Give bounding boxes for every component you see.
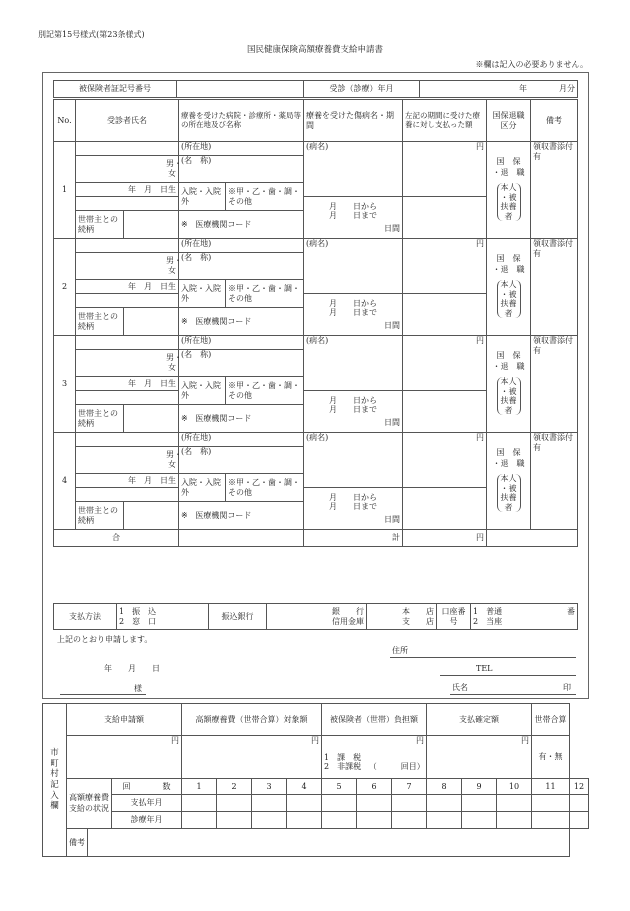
hifuyo-option[interactable]: ・被扶養者 bbox=[500, 192, 517, 221]
relation-label: 世帯主との続柄 bbox=[76, 405, 124, 433]
hospital-name-field[interactable]: (名 称) bbox=[179, 350, 304, 377]
request-amount-label: 支給申請額 bbox=[67, 704, 182, 736]
relation-field[interactable] bbox=[124, 308, 179, 336]
period-days[interactable]: 日間 bbox=[384, 224, 400, 234]
medical-code-field[interactable] bbox=[179, 308, 304, 336]
disease-field[interactable]: (病名) bbox=[304, 336, 403, 391]
honnin-option[interactable]: 本人 bbox=[500, 183, 517, 192]
birth-date-field[interactable]: 年 月 日生 bbox=[76, 183, 179, 197]
taishoku-option[interactable]: ・退 職 bbox=[492, 168, 525, 178]
col-illness: 療養を受けた傷病名・期間 bbox=[304, 100, 403, 142]
patient-name-field[interactable] bbox=[76, 350, 182, 377]
note-text: ※欄は記入の必要ありません。 bbox=[475, 60, 588, 69]
high-cost-field[interactable]: 円 bbox=[182, 736, 322, 779]
medical-code-label: 医療機関コード bbox=[195, 413, 252, 423]
count-2: 2 bbox=[217, 779, 252, 795]
taishoku-option[interactable]: ・退 職 bbox=[492, 265, 525, 275]
patient-name-field[interactable] bbox=[76, 253, 182, 280]
period-field[interactable] bbox=[304, 294, 403, 336]
count-7: 7 bbox=[392, 779, 427, 795]
kokuho-option[interactable]: 国 保 bbox=[496, 254, 521, 264]
burden-label: 被保険者（世帯）負担額 bbox=[322, 704, 427, 736]
apply-statement: 上記のとおり申請します。 bbox=[57, 635, 153, 644]
medical-code-field[interactable] bbox=[179, 502, 304, 530]
period-from[interactable]: 月 日から bbox=[329, 492, 377, 502]
hifuyo-option[interactable]: ・被扶養者 bbox=[500, 483, 517, 512]
honnin-option[interactable]: 本人 bbox=[500, 280, 517, 289]
name-line[interactable] bbox=[450, 694, 576, 695]
count-3: 3 bbox=[252, 779, 287, 795]
address-label: 住所 bbox=[392, 646, 408, 655]
count-5: 5 bbox=[322, 779, 357, 795]
city-remarks-label: 備考 bbox=[67, 829, 88, 857]
period-from[interactable]: 月 日から bbox=[329, 395, 377, 405]
payment-table bbox=[53, 603, 578, 630]
sex-option[interactable]: 男・女 bbox=[166, 256, 182, 275]
period-field[interactable] bbox=[304, 391, 403, 433]
honnin-option[interactable]: 本人 bbox=[500, 377, 517, 386]
insurance-type-field[interactable] bbox=[487, 142, 531, 239]
bank-type-field[interactable] bbox=[267, 604, 367, 630]
insurance-type-field[interactable] bbox=[487, 336, 531, 433]
col-paid: 左記の期間に受けた療養に対し支払った額 bbox=[403, 100, 487, 142]
paid-amount-field[interactable]: 円 bbox=[403, 239, 487, 294]
medical-code-mark: ※ bbox=[181, 316, 188, 326]
birth-date-field[interactable]: 年 月 日生 bbox=[76, 280, 179, 294]
receipt-attached[interactable]: 領収書添付 有 bbox=[531, 433, 578, 530]
visit-month-label-city: 診療年月 bbox=[112, 812, 182, 829]
period-days[interactable]: 日間 bbox=[384, 321, 400, 331]
count-4: 4 bbox=[287, 779, 322, 795]
medical-code-field[interactable] bbox=[179, 211, 304, 239]
tel-label: TEL bbox=[476, 664, 493, 673]
hospital-name-field[interactable]: (名 称) bbox=[179, 253, 304, 280]
claim-row bbox=[54, 239, 578, 253]
count-8: 8 bbox=[427, 779, 462, 795]
inpatient-option[interactable]: 入院・入院 外 bbox=[179, 183, 226, 211]
sama-label: 様 bbox=[134, 684, 142, 693]
patient-name-kana-field[interactable] bbox=[76, 336, 179, 350]
kokuho-option[interactable]: 国 保 bbox=[496, 351, 521, 361]
hospital-address-label: (所在地) bbox=[179, 433, 304, 447]
bank-label: 銀 行 bbox=[332, 607, 364, 617]
period-to[interactable]: 月 日まで bbox=[329, 307, 377, 317]
medical-code-label: 医療機関コード bbox=[195, 316, 252, 326]
relation-label: 世帯主との続柄 bbox=[76, 502, 124, 530]
burden-field[interactable]: 円 1 課 税 2 非課税 （ 回目） bbox=[322, 736, 427, 779]
disease-field[interactable]: (病名) bbox=[304, 142, 403, 197]
total-label: 合 bbox=[54, 530, 179, 547]
payment-method-options[interactable] bbox=[117, 604, 209, 630]
addressee-line[interactable] bbox=[60, 694, 146, 695]
city-side-label: 市 町 村 記 入 欄 bbox=[43, 704, 67, 857]
name-label: 氏名 bbox=[452, 683, 468, 692]
period-to[interactable]: 月 日まで bbox=[329, 210, 377, 220]
inpatient-option[interactable]: 入院・入院 外 bbox=[179, 474, 226, 502]
col-no: No. bbox=[54, 100, 76, 142]
period-field[interactable] bbox=[304, 488, 403, 530]
disease-field[interactable]: (病名) bbox=[304, 433, 403, 488]
city-use-table bbox=[42, 703, 589, 857]
category-option[interactable]: ※甲・乙・歯・調・その他 bbox=[226, 474, 304, 502]
period-to[interactable]: 月 日まで bbox=[329, 501, 377, 511]
relation-field[interactable] bbox=[124, 211, 179, 239]
birth-date-field[interactable]: 年 月 日生 bbox=[76, 377, 179, 391]
hospital-address-label: (所在地) bbox=[179, 142, 304, 156]
col-insurance-type: 国保退職区分 bbox=[487, 100, 531, 142]
shinkin-label: 信用金庫 bbox=[332, 616, 364, 626]
claim-table bbox=[53, 99, 581, 547]
patient-name-field[interactable] bbox=[76, 447, 182, 474]
count-11: 11 bbox=[532, 779, 570, 795]
relation-label: 世帯主との続柄 bbox=[76, 308, 124, 336]
count-1: 1 bbox=[182, 779, 217, 795]
count-6: 6 bbox=[357, 779, 392, 795]
seal-mark: 印 bbox=[563, 683, 571, 692]
form-title: 国民健康保険高額療養費支給申請書 bbox=[246, 45, 383, 55]
payment-method-label: 支払方法 bbox=[54, 604, 117, 630]
city-remarks-field[interactable] bbox=[88, 829, 570, 857]
category-option[interactable]: ※甲・乙・歯・調・その他 bbox=[226, 183, 304, 211]
payment-option-counter[interactable]: 2 窓 口 bbox=[119, 616, 157, 626]
insured-info-table bbox=[53, 80, 578, 98]
visit-month-field[interactable]: 年 月分 bbox=[420, 81, 578, 98]
medical-code-label: 医療機関コード bbox=[195, 219, 252, 229]
kokuho-option[interactable]: 国 保 bbox=[496, 157, 521, 167]
insurance-type-field[interactable] bbox=[487, 433, 531, 530]
hifuyo-option[interactable]: ・被扶養者 bbox=[500, 386, 517, 415]
relation-field[interactable] bbox=[124, 502, 179, 530]
account-number-field[interactable] bbox=[471, 604, 578, 630]
receipt-attached[interactable]: 領収書添付 有 bbox=[531, 239, 578, 336]
relation-field[interactable] bbox=[124, 405, 179, 433]
request-amount-field[interactable]: 円 bbox=[67, 736, 182, 779]
high-cost-label: 高額療養費（世帯合算）対象額 bbox=[182, 704, 322, 736]
medical-code-mark: ※ bbox=[181, 413, 188, 423]
status-label: 高額療養費支給の状況 bbox=[67, 779, 112, 829]
insured-id-label: 被保険者証記号番号 bbox=[54, 81, 177, 98]
times-field[interactable]: （ 回目） bbox=[368, 762, 425, 772]
tax-option-1[interactable]: 1 課 税 bbox=[324, 753, 362, 763]
form-number: 別記第15号様式(第23条様式) bbox=[38, 30, 145, 39]
count-9: 9 bbox=[462, 779, 497, 795]
period-from[interactable]: 月 日から bbox=[329, 298, 377, 308]
period-to[interactable]: 月 日まで bbox=[329, 404, 377, 414]
col-hospital: 療養を受けた病院・診療所・薬局等の所在地及び名称 bbox=[179, 100, 304, 142]
period-days[interactable]: 日間 bbox=[384, 515, 400, 525]
medical-code-mark: ※ bbox=[181, 510, 188, 520]
medical-code-label: 医療機関コード bbox=[195, 510, 252, 520]
payment-option-transfer[interactable]: 1 振 込 bbox=[119, 607, 157, 617]
sex-option[interactable]: 男・女 bbox=[166, 353, 182, 372]
receipt-attached[interactable]: 領収書添付 有 bbox=[531, 336, 578, 433]
address-line[interactable] bbox=[390, 657, 576, 658]
paid-amount-field[interactable]: 円 bbox=[403, 433, 487, 488]
taishoku-option[interactable]: ・退 職 bbox=[492, 459, 525, 469]
branch-label: 支 店 bbox=[402, 616, 434, 626]
claim-row bbox=[54, 142, 578, 156]
sex-option[interactable]: 男・女 bbox=[166, 159, 182, 178]
household-yes-no[interactable]: 有・無 bbox=[532, 736, 570, 779]
inpatient-option[interactable]: 入院・入院 外 bbox=[179, 377, 226, 405]
kokuho-option[interactable]: 国 保 bbox=[496, 448, 521, 458]
total-amount-field[interactable]: 円 bbox=[403, 530, 487, 547]
receipt-attached[interactable]: 領収書添付 有 bbox=[531, 142, 578, 239]
row-number: 2 bbox=[54, 239, 76, 336]
sex-option[interactable]: 男・女 bbox=[166, 450, 182, 469]
count-12: 12 bbox=[570, 779, 589, 795]
household-total-label: 世帯合算 bbox=[532, 704, 570, 736]
patient-name-kana-field[interactable] bbox=[76, 239, 179, 253]
honnin-option[interactable]: 本人 bbox=[500, 474, 517, 483]
count-10: 10 bbox=[497, 779, 532, 795]
head-office-label: 本 店 bbox=[402, 607, 434, 617]
category-option[interactable]: ※甲・乙・歯・調・その他 bbox=[226, 377, 304, 405]
claim-row bbox=[54, 433, 578, 447]
total-calc-label: 計 bbox=[304, 530, 403, 547]
account-current[interactable]: 2 当座 bbox=[473, 616, 503, 626]
patient-name-kana-field[interactable] bbox=[76, 433, 179, 447]
col-remarks: 備考 bbox=[531, 100, 578, 142]
paid-amount-field[interactable]: 円 bbox=[403, 336, 487, 391]
col-patient-name: 受診者氏名 bbox=[76, 100, 179, 142]
count-label: 回 数 bbox=[112, 779, 182, 795]
apply-date[interactable]: 年 月 日 bbox=[104, 664, 160, 673]
hospital-name-field[interactable]: (名 称) bbox=[179, 156, 304, 183]
row-number: 1 bbox=[54, 142, 76, 239]
hifuyo-option[interactable]: ・被扶養者 bbox=[500, 289, 517, 318]
patient-name-field[interactable] bbox=[76, 156, 182, 183]
relation-label: 世帯主との続柄 bbox=[76, 211, 124, 239]
tel-line[interactable] bbox=[440, 675, 576, 676]
hospital-address-label: (所在地) bbox=[179, 336, 304, 350]
claim-row bbox=[54, 336, 578, 350]
tax-option-2[interactable]: 2 非課税 bbox=[324, 762, 362, 772]
row-number: 4 bbox=[54, 433, 76, 530]
hospital-name-field[interactable]: (名 称) bbox=[179, 447, 304, 474]
medical-code-field[interactable] bbox=[179, 405, 304, 433]
confirmed-amount-label: 支払確定額 bbox=[427, 704, 532, 736]
period-field[interactable] bbox=[304, 197, 403, 239]
account-ban: 番 bbox=[567, 607, 575, 617]
medical-code-mark: ※ bbox=[181, 219, 188, 229]
insurance-type-field[interactable] bbox=[487, 239, 531, 336]
taishoku-option[interactable]: ・退 職 bbox=[492, 362, 525, 372]
visit-month-label: 受診（診療）年月 bbox=[304, 81, 420, 98]
period-from[interactable]: 月 日から bbox=[329, 201, 377, 211]
disease-field[interactable]: (病名) bbox=[304, 239, 403, 294]
confirmed-amount-field[interactable]: 円 bbox=[427, 736, 532, 779]
transfer-bank-label: 振込銀行 bbox=[209, 604, 267, 630]
branch-type-field[interactable] bbox=[367, 604, 437, 630]
account-number-label: 口座番号 bbox=[437, 604, 471, 630]
category-option[interactable]: ※甲・乙・歯・調・その他 bbox=[226, 280, 304, 308]
patient-name-kana-field[interactable] bbox=[76, 142, 179, 156]
hospital-address-label: (所在地) bbox=[179, 239, 304, 253]
inpatient-option[interactable]: 入院・入院 外 bbox=[179, 280, 226, 308]
account-ordinary[interactable]: 1 普通 bbox=[473, 607, 503, 617]
row-number: 3 bbox=[54, 336, 76, 433]
insured-id-field[interactable] bbox=[177, 81, 304, 98]
birth-date-field[interactable]: 年 月 日生 bbox=[76, 474, 179, 488]
period-days[interactable]: 日間 bbox=[384, 418, 400, 428]
pay-month-label: 支払年月 bbox=[112, 795, 182, 812]
paid-amount-field[interactable]: 円 bbox=[403, 142, 487, 197]
